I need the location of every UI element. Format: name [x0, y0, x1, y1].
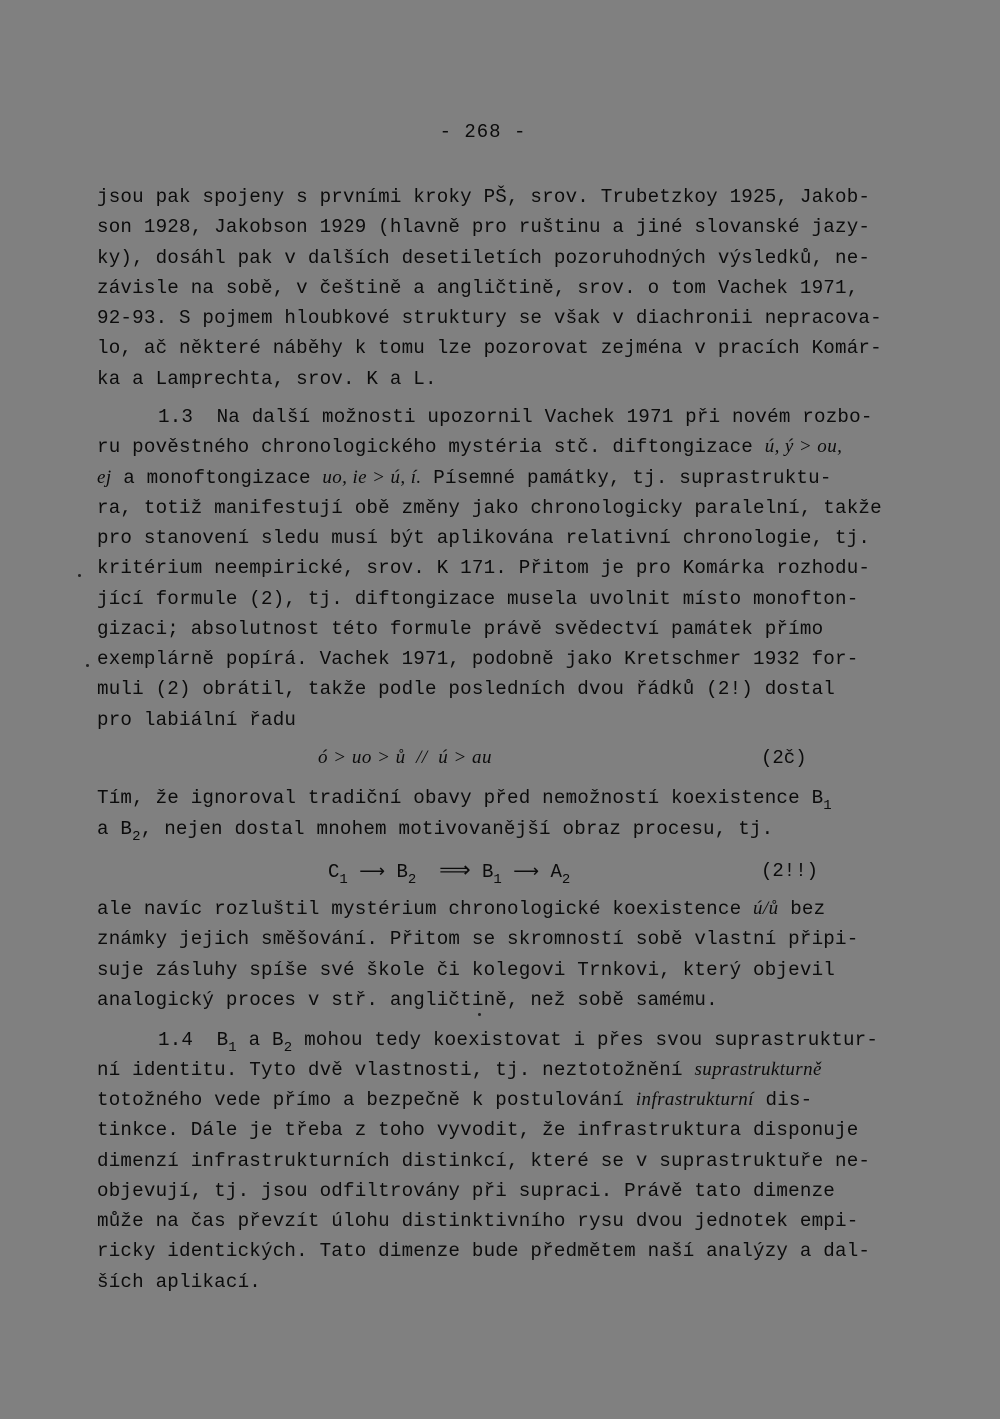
text-line: objevují, tj. jsou odfiltrovány při supraci. Právě tato dimenze: [97, 1180, 836, 1202]
subscript: 2: [561, 872, 571, 888]
text-line: jsou pak spojeny s prvními kroky PŠ, srov. Trubetzkoy 1925, Jakob-: [97, 186, 871, 208]
text-line: ky), dosáhl pak v dalších desetiletích pozoruhodných výsledků, ne-: [97, 247, 871, 269]
text-line: lo, ač některé náběhy k tomu lze pozorovat zejména v pracích Komár-: [97, 337, 882, 359]
section-1-4-first-line: [158, 1025, 878, 1055]
text-line: ra, totiž manifestují obě změny jako chronologicky paralelní, takže: [97, 497, 882, 519]
symbol-b: B: [396, 861, 408, 883]
scan-speck: [478, 1013, 481, 1016]
text-line: tinkce. Dále je třeba z toho vyvodit, že infrastruktura disponuje: [97, 1119, 859, 1141]
text-line: jící formule (2), tj. diftongizace musela uvolnit místo monofton-: [97, 588, 859, 610]
symbol-c: C: [328, 861, 340, 883]
text-span: totožného vede přímo a bezpečně k postulování: [97, 1089, 636, 1111]
text-span: mohou tedy koexistovat i přes svou suprastruktur-: [292, 1029, 879, 1051]
text-span: Písemné památky, tj. suprastruktu-: [421, 467, 832, 489]
text-line: ších aplikací.: [97, 1271, 262, 1293]
symbol-b: B: [482, 861, 494, 883]
italic-term: suprastrukturně: [694, 1059, 822, 1080]
subscript: 1: [493, 872, 502, 888]
formula-2c: ó > uo > ů // ú > au: [318, 747, 493, 768]
text-line: dimenzí infrastrukturních distinkcí, které se v suprastruktuře ne-: [97, 1150, 871, 1172]
text-line: ricky identických. Tato dimenze bude předmětem naší analýzy a dal-: [97, 1240, 871, 1262]
scan-speck: [78, 574, 81, 577]
symbol-a: A: [550, 861, 562, 883]
scan-speck: [86, 664, 89, 667]
double-arrow-right-icon: ⟹: [439, 858, 471, 883]
text-line: suje zásluhy spíše své škole či kolegovi Trnkovi, který objevil: [97, 959, 836, 981]
text-line: [97, 814, 773, 844]
text-line: [97, 783, 832, 813]
text-line: kritérium neempirické, srov. K 171. Přitom je pro Komárka rozhodu-: [97, 557, 871, 579]
text-span: ale navíc rozluštil mystérium chronologické koexistence: [97, 898, 754, 920]
italic-phonemes: uo, ie > ú, í.: [322, 467, 422, 488]
text-line: 92-93. S pojmem hloubkové struktury se však v diachronii nepracova-: [97, 307, 882, 329]
subscript: 2: [407, 872, 417, 888]
section-1-3-first-line: 1.3 Na další možnosti upozornil Vachek 1971 při novém rozbo-: [158, 406, 873, 428]
text-line: exemplárně popírá. Vachek 1971, podobně jako Kretschmer 1932 for-: [97, 648, 859, 670]
text-span: a B: [97, 818, 133, 840]
equation-number: (2!!): [761, 860, 819, 882]
text-span: , nejen dostal mnohem motivovanější obraz procesu, tj.: [140, 818, 774, 840]
arrow-right-icon: ⟶: [513, 861, 540, 882]
text-line: může na čas převzít úlohu distinktivního rysu dvou jednotek empi-: [97, 1210, 859, 1232]
text-line: muli (2) obrátil, takže podle posledních dvou řádků (2!) dostal: [97, 678, 836, 700]
text-span: a monoftongizace: [111, 467, 323, 489]
arrow-right-icon: ⟶: [359, 861, 386, 882]
subscript: 2: [132, 829, 141, 845]
italic-phonemes: ej: [97, 467, 112, 488]
text-span: 1.4 B: [158, 1029, 229, 1051]
text-line: gizaci; absolutnost této formule právě svědectví památek přímo: [97, 618, 824, 640]
text-line: [97, 463, 832, 493]
subscript: 1: [228, 1040, 237, 1056]
text-line: pro stanovení sledu musí být aplikována relativní chronologie, tj.: [97, 527, 871, 549]
text-span: dis-: [753, 1089, 813, 1111]
text-span: a B: [236, 1029, 284, 1051]
equation-number: (2č): [761, 747, 807, 769]
text-line: son 1928, Jakobson 1929 (hlavně pro ruštinu a jiné slovanské jazy-: [97, 216, 871, 238]
page-number: - 268 -: [439, 121, 527, 143]
text-span: Tím, že ignoroval tradiční obavy před nemožností koexistence B: [97, 787, 824, 809]
italic-term: infrastrukturní: [635, 1089, 754, 1110]
text-span: ru pověstného chronologického mystéria stč. diftongizace: [97, 436, 765, 458]
subscript: 1: [823, 798, 832, 814]
italic-phonemes: ú/ů: [753, 898, 779, 919]
text-line: analogický proces v stř. angličtině, než sobě samému.: [97, 989, 718, 1011]
text-line: závisle na sobě, v češtině a angličtině, srov. o tom Vachek 1971,: [97, 277, 859, 299]
text-span: ní identitu. Tyto dvě vlastnosti, tj. neztotožnění: [97, 1059, 695, 1081]
subscript: 1: [339, 872, 348, 888]
subscript: 2: [283, 1040, 293, 1056]
text-line: [97, 894, 825, 924]
formula-2-double-bang: [328, 856, 570, 887]
text-span: bez: [778, 898, 826, 920]
text-line: ka a Lamprechta, srov. K a L.: [97, 368, 437, 390]
text-line: [97, 432, 842, 462]
text-line: pro labiální řadu: [97, 709, 297, 731]
text-line: [97, 1085, 812, 1115]
text-line: [97, 1055, 822, 1085]
italic-phonemes: ú, ý > ou,: [764, 436, 843, 457]
text-line: známky jejich směšování. Přitom se skromností sobě vlastní připi-: [97, 928, 859, 950]
